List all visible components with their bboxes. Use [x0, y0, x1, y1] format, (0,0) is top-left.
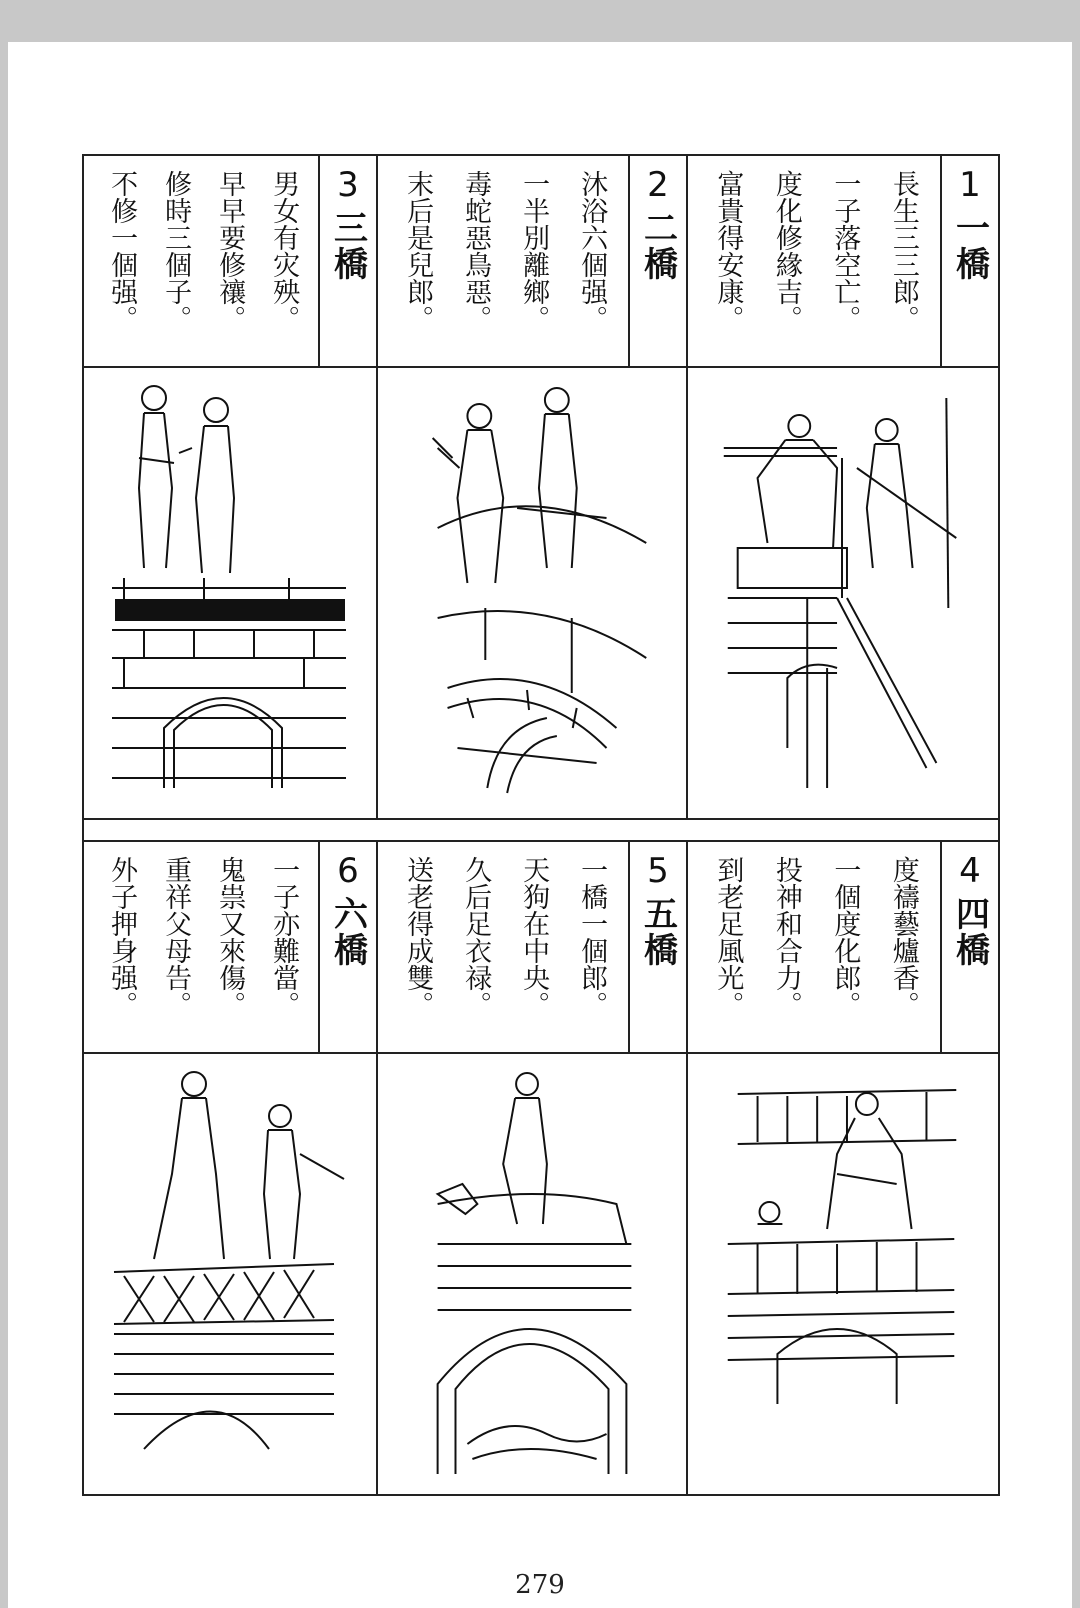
poem-line: 一個度化郎。: [829, 856, 861, 1018]
poem-line: 早早要修禳。: [214, 170, 246, 332]
poem-line: 一半別離鄉。: [518, 170, 550, 332]
panel-2-text: [378, 156, 686, 368]
panel-title: 六橋: [327, 896, 368, 968]
panel-title: 四橋: [949, 896, 990, 968]
panel-4-text: [688, 842, 998, 1054]
poem-line: 度化修緣吉。: [770, 170, 802, 332]
panel-number: 3: [337, 165, 359, 205]
page: [8, 42, 1072, 1608]
row-2: [84, 842, 998, 1494]
bridge-illustration-1: [688, 368, 998, 818]
poem: [94, 856, 310, 1042]
panel-4: [686, 842, 998, 1494]
poem-line: 鬼祟又來傷。: [214, 856, 246, 1018]
panel-number: 1: [959, 165, 981, 205]
panel-title: 三橋: [327, 210, 368, 282]
poem-line: 外子押身强。: [106, 856, 138, 1018]
row-divider: [84, 818, 998, 842]
poem: [388, 856, 620, 1042]
poem-line: 沐浴六個强。: [576, 170, 608, 332]
panel-5: [376, 842, 686, 1494]
panel-5-text: [378, 842, 686, 1054]
poem-line: 末后是兒郎。: [402, 170, 434, 332]
panel-title: 五橋: [637, 896, 678, 968]
panel-number: 2: [647, 165, 669, 205]
bridge-illustration-6: [84, 1054, 376, 1494]
panel-3: [84, 156, 376, 818]
panel-title-box: [318, 842, 376, 1052]
poem-line: 天狗在中央。: [518, 856, 550, 1018]
poem-line: 修時三個子。: [160, 170, 192, 332]
panel-3-text: [84, 156, 376, 368]
page-number: 279: [515, 1570, 565, 1600]
bridge-illustration-3: [84, 368, 376, 818]
poem-line: 不修一個强。: [106, 170, 138, 332]
poem-line: 長生三三郎。: [887, 170, 919, 332]
bridge-illustration-4: [688, 1054, 998, 1494]
poem: [94, 170, 310, 356]
poem-line: 一橋一個郎。: [576, 856, 608, 1018]
panel-title-box: [628, 156, 686, 366]
poem: [698, 170, 932, 356]
panel-1: [686, 156, 998, 818]
poem-line: 到老足風光。: [712, 856, 744, 1018]
poem: [388, 170, 620, 356]
bridge-grid: [82, 154, 1000, 1496]
panel-title-box: [628, 842, 686, 1052]
poem-line: 度禱藝爐香。: [887, 856, 919, 1018]
poem-line: 久后足衣禄。: [460, 856, 492, 1018]
panel-title-box: [940, 156, 998, 366]
poem-line: 男女有灾殃。: [268, 170, 300, 332]
panel-1-text: [688, 156, 998, 368]
panel-title-box: [940, 842, 998, 1052]
panel-title: 一橋: [949, 210, 990, 282]
panel-number: 5: [647, 851, 669, 891]
poem-line: 一子落空亡。: [829, 170, 861, 332]
poem-line: 重祥父母告。: [160, 856, 192, 1018]
panel-number: 6: [337, 851, 359, 891]
poem-line: 投神和合力。: [770, 856, 802, 1018]
poem-line: 一子亦難當。: [268, 856, 300, 1018]
panel-title: 二橋: [637, 210, 678, 282]
panel-title-box: [318, 156, 376, 366]
poem-line: 送老得成雙。: [402, 856, 434, 1018]
panel-6: [84, 842, 376, 1494]
panel-2: [376, 156, 686, 818]
poem-line: 富貴得安康。: [712, 170, 744, 332]
bridge-illustration-5: [378, 1054, 686, 1494]
panel-number: 4: [959, 851, 981, 891]
bridge-illustration-2: [378, 368, 686, 818]
poem-line: 毒蛇惡鳥惡。: [460, 170, 492, 332]
panel-6-text: [84, 842, 376, 1054]
row-1: [84, 156, 998, 820]
poem: [698, 856, 932, 1042]
